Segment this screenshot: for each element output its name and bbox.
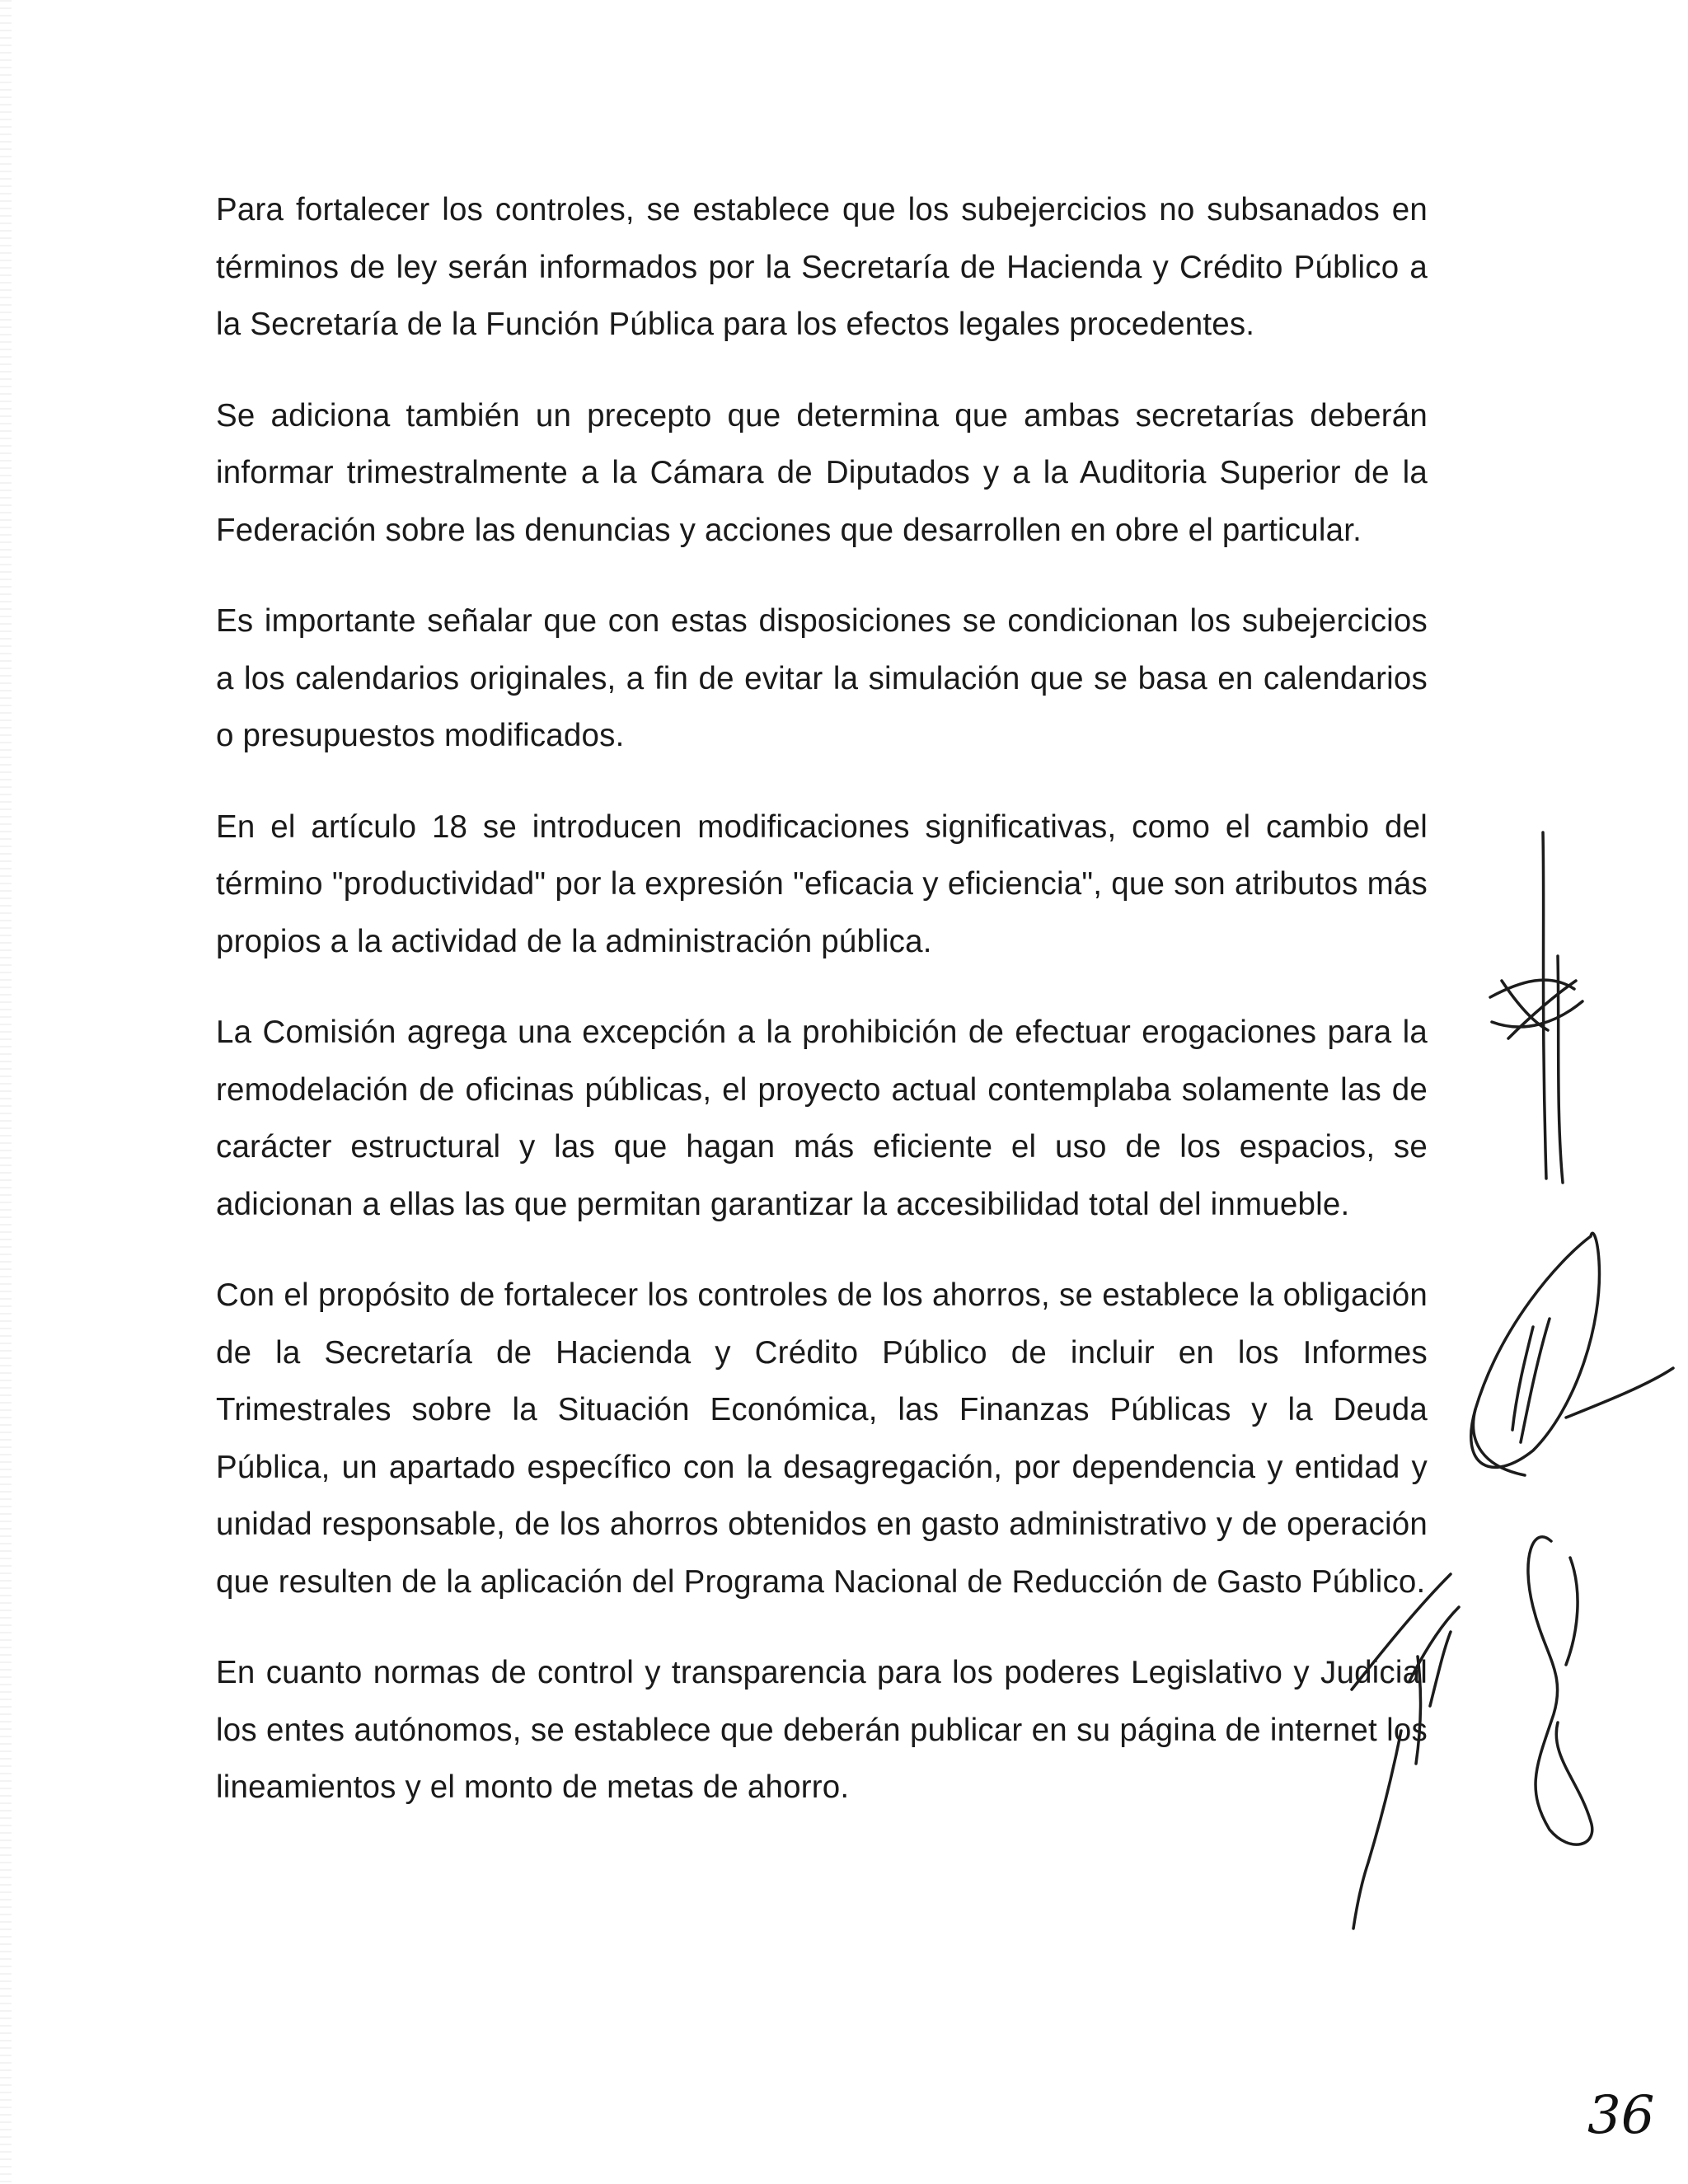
paragraph-remodelacion: La Comisión agrega una excepción a la prohibición de efectuar erogaciones para la remodelación de oficinas públicas, el proyecto actual contemplaba solamente las de carácter estructural y las que hagan más eficiente el uso de los espacios, se adicionan a ellas las que permitan garantizar la accesibilidad total del inmueble. bbox=[216, 1015, 1428, 1222]
signature-mark-3 bbox=[1528, 1537, 1592, 1844]
paragraph-informes-trimestrales: Se adiciona también un precepto que determina que ambas secretarías deberán informar trimestralmente a la Cámara de Diputados y a la Auditoria Superior de la Federación sobre las denuncias y acciones que desarrollen en obre el particular. bbox=[216, 397, 1428, 548]
paragraph-calendarios: Es importante señalar que con estas disposiciones se condicionan los subejercicios a los calendarios originales, a fin de evitar la simulación que se basa en calendarios o presupuestos modificados. bbox=[216, 603, 1428, 753]
signature-mark-4 bbox=[1352, 1574, 1459, 1929]
scan-edge-artifact bbox=[0, 0, 12, 2184]
paragraph-subejercicios: Para fortalecer los controles, se establece que los subejercicios no subsanados en términos de ley serán informados por la Secretaría de Hacienda y Crédito Público a la Secretaría de la Función Pública para los efectos legales procedentes. bbox=[216, 192, 1428, 342]
signature-mark-2 bbox=[1471, 1233, 1673, 1475]
paragraph-articulo-18: En el artículo 18 se introducen modificaciones significativas, como el cambio del término "productividad" por la expresión "eficacia y eficiencia", que son atributos más propios a la actividad de la administración pública. bbox=[216, 808, 1428, 959]
paragraph-transparencia: En cuanto normas de control y transparencia para los poderes Legislativo y Judicial los entes autónomos, se establece que deberán publicar en su página de internet los lineamientos y el monto de metas de ahorro. bbox=[216, 1655, 1428, 1805]
paragraph-ahorros: Con el propósito de fortalecer los controles de los ahorros, se establece la obligación de la Secretaría de Hacienda y Crédito Público de incluir en los Informes Trimestrales sobre la Situación Económica, las Finanzas Públicas y la Deuda Pública, un apartado específico con la desagregación, por dependencia y entidad y unidad responsable, de los ahorros obtenidos en gasto administrativo y de operación que resulten de la aplicación del Programa Nacional de Reducción de Gasto Público. bbox=[216, 1277, 1428, 1600]
signature-mark-1 bbox=[1490, 832, 1582, 1183]
page-number: 36 bbox=[1587, 2085, 1655, 2146]
body-text bbox=[216, 181, 1428, 1850]
handwritten-signatures bbox=[1286, 816, 1681, 1937]
